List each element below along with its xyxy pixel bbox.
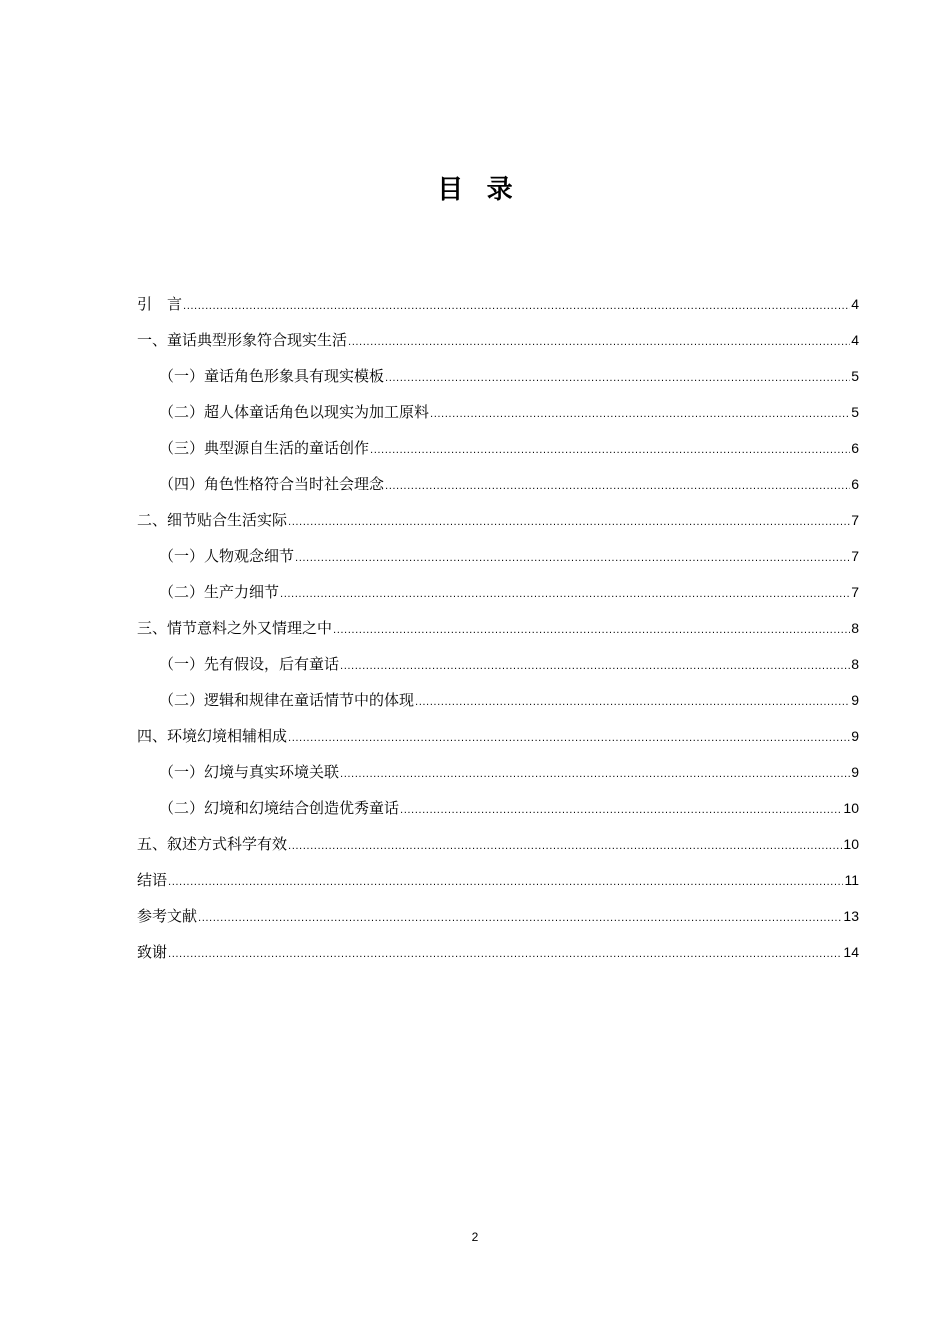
toc-entry-label: 五、叙述方式科学有效	[137, 835, 288, 853]
toc-entry[interactable]	[137, 322, 859, 358]
toc-dot-leader	[333, 613, 850, 649]
toc-dot-leader	[430, 397, 850, 433]
toc-entry[interactable]	[137, 754, 859, 790]
toc-entry[interactable]	[137, 358, 859, 394]
toc-dot-leader	[168, 937, 842, 973]
toc-entry-label: （二）超人体童话角色以现实为加工原料	[159, 403, 430, 421]
toc-entry-label: 结语	[137, 871, 168, 889]
toc-entry-page-number: 4	[851, 332, 859, 348]
toc-entry-label: （四）角色性格符合当时社会理念	[159, 475, 385, 493]
toc-entry-page-number: 13	[843, 908, 859, 924]
toc-dot-leader	[385, 361, 850, 397]
toc-entry-page-number: 4	[851, 296, 859, 312]
toc-entry-page-number: 8	[851, 656, 859, 672]
toc-dot-leader	[295, 541, 850, 577]
toc-entry-label: （一）童话角色形象具有现实模板	[159, 367, 385, 385]
toc-entry-label: 引 言	[137, 295, 183, 313]
toc-dot-leader	[198, 901, 842, 937]
toc-entry-label: （一）先有假设，后有童话	[159, 655, 340, 673]
toc-entry-page-number: 9	[851, 764, 859, 780]
toc-dot-leader	[340, 649, 850, 685]
toc-dot-leader	[400, 793, 842, 829]
toc-dot-leader	[385, 469, 850, 505]
toc-entry-page-number: 9	[851, 728, 859, 744]
toc-entry[interactable]	[137, 646, 859, 682]
toc-dot-leader	[348, 325, 850, 361]
toc-entry-label: 致谢	[137, 943, 168, 961]
toc-entry-page-number: 9	[851, 692, 859, 708]
toc-entry-label: 三、情节意料之外又情理之中	[137, 619, 333, 637]
toc-entry[interactable]	[137, 934, 859, 970]
toc-dot-leader	[415, 685, 850, 721]
toc-entry-page-number: 6	[851, 476, 859, 492]
toc-entry-page-number: 8	[851, 620, 859, 636]
toc-entry-page-number: 5	[851, 368, 859, 384]
toc-entry-label: （二）幻境和幻境结合创造优秀童话	[159, 799, 400, 817]
toc-entry-page-number: 7	[851, 584, 859, 600]
toc-entry-page-number: 6	[851, 440, 859, 456]
toc-entry[interactable]	[137, 286, 859, 322]
toc-entry-label: 一、童话典型形象符合现实生活	[137, 331, 348, 349]
toc-entry-page-number: 10	[843, 800, 859, 816]
toc-entry-page-number: 11	[844, 872, 859, 888]
toc-entry-label: （一）幻境与真实环境关联	[159, 763, 340, 781]
toc-dot-leader	[168, 865, 843, 901]
toc-dot-leader	[183, 289, 850, 325]
toc-entry[interactable]	[137, 898, 859, 934]
toc-entry[interactable]	[137, 538, 859, 574]
toc-entry-label: （二）生产力细节	[159, 583, 280, 601]
toc-dot-leader	[280, 577, 850, 613]
toc-entry-label: 四、环境幻境相辅相成	[137, 727, 288, 745]
toc-entry-label: 二、细节贴合生活实际	[137, 511, 288, 529]
toc-entry-label: （三）典型源自生活的童话创作	[159, 439, 370, 457]
toc-entry-page-number: 7	[851, 548, 859, 564]
toc-dot-leader	[370, 433, 850, 469]
toc-entry[interactable]	[137, 682, 859, 718]
toc-entry-page-number: 5	[851, 404, 859, 420]
toc-title: 目录	[437, 175, 537, 205]
toc-dot-leader	[288, 829, 842, 865]
toc-entry[interactable]	[137, 718, 859, 754]
toc-dot-leader	[288, 721, 850, 757]
toc-entry[interactable]	[137, 826, 859, 862]
toc-entry[interactable]	[137, 790, 859, 826]
page-number: 2	[471, 1230, 479, 1244]
toc-entry[interactable]	[137, 574, 859, 610]
toc-entry[interactable]	[137, 610, 859, 646]
toc-entry[interactable]	[137, 466, 859, 502]
table-of-contents	[137, 286, 859, 970]
toc-entry-page-number: 14	[843, 944, 859, 960]
toc-entry[interactable]	[137, 862, 859, 898]
toc-entry[interactable]	[137, 430, 859, 466]
toc-entry-page-number: 7	[851, 512, 859, 528]
toc-dot-leader	[288, 505, 850, 541]
toc-entry-label: （二）逻辑和规律在童话情节中的体现	[159, 691, 415, 709]
toc-entry-page-number: 10	[843, 836, 859, 852]
toc-entry-label: 参考文献	[137, 907, 198, 925]
toc-entry[interactable]	[137, 394, 859, 430]
toc-entry[interactable]	[137, 502, 859, 538]
toc-dot-leader	[340, 757, 850, 793]
toc-entry-label: （一）人物观念细节	[159, 547, 295, 565]
